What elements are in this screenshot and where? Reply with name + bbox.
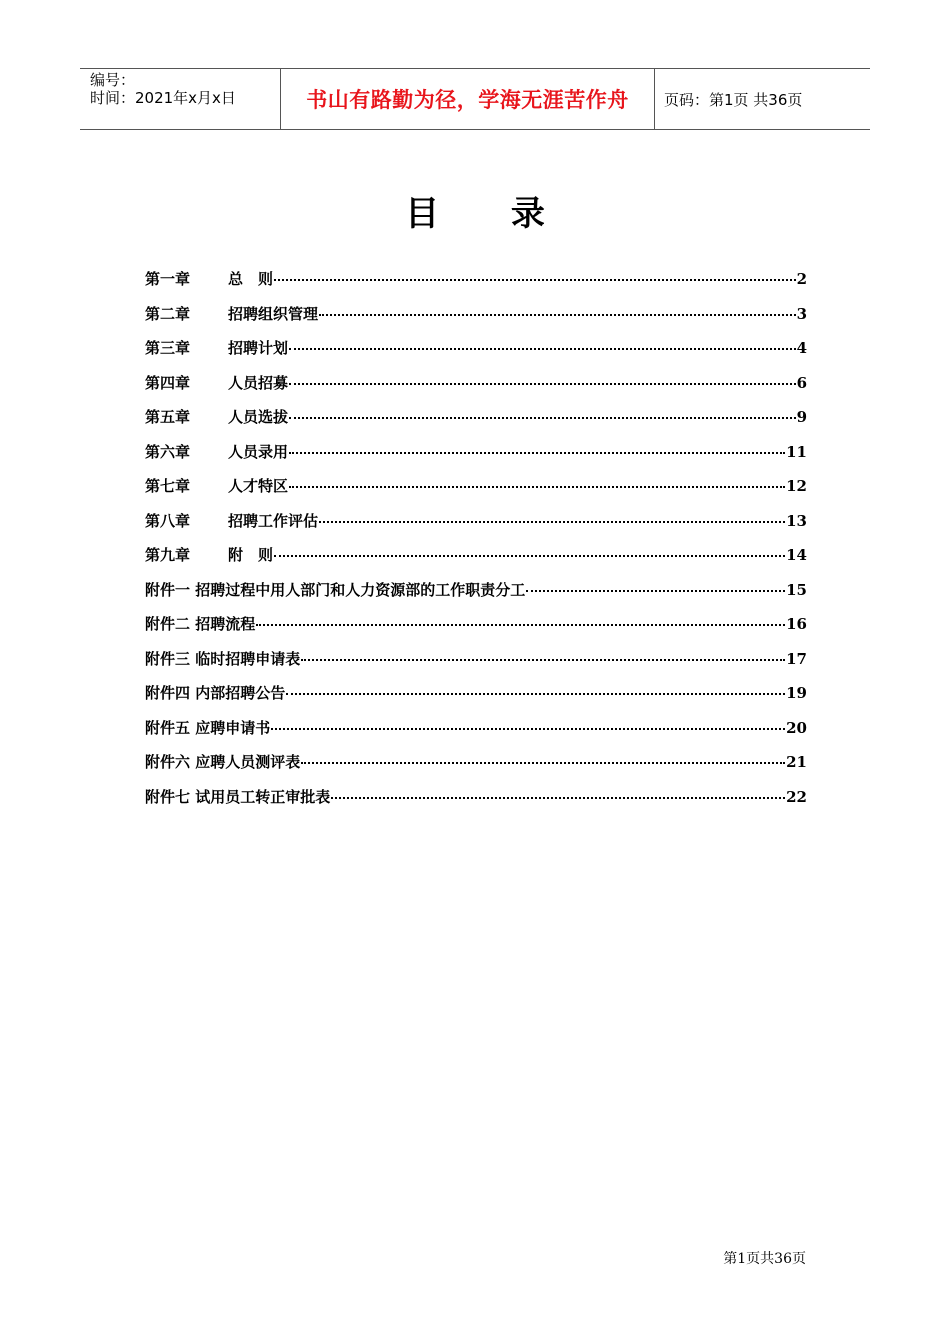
toc-page-number: 21 [786, 753, 807, 771]
toc-entry-title: 附件二 招聘流程 [145, 615, 256, 633]
toc-page-number: 13 [786, 511, 807, 530]
toc-entry[interactable] [145, 406, 807, 441]
toc-entry[interactable] [145, 613, 807, 648]
toc-page-number: 22 [786, 787, 807, 806]
toc-chapter-number: 第七章 [145, 477, 191, 495]
toc-leader-dots [319, 313, 796, 316]
toc-entry-title: 附件五 应聘申请书 [145, 718, 271, 737]
toc-chapter-number: 第一章 [145, 270, 191, 288]
toc-entry[interactable] [145, 579, 807, 614]
toc-entry-title: 附件七 试用员工转正审批表 [145, 787, 331, 806]
toc-entry-title: 附件四 内部招聘公告 [145, 684, 286, 702]
toc-entry[interactable] [145, 337, 807, 372]
toc-page-number: 20 [786, 718, 807, 737]
toc-entry[interactable] [145, 510, 807, 545]
toc-page-number: 3 [796, 304, 807, 323]
toc-entry[interactable] [145, 544, 807, 579]
toc-entry[interactable] [145, 475, 807, 510]
toc-leader-dots [319, 520, 785, 523]
toc-page-number: 19 [786, 684, 807, 702]
toc-page-number: 2 [796, 270, 807, 288]
toc-page-number: 4 [796, 339, 807, 357]
header-meta [80, 69, 281, 129]
toc-leader-dots [301, 761, 785, 764]
table-of-contents [145, 268, 807, 820]
toc-page-number: 6 [796, 373, 807, 392]
toc-leader-dots [289, 485, 785, 488]
toc-leader-dots [271, 727, 785, 730]
toc-chapter-number: 第五章 [145, 408, 191, 426]
toc-entry-title: 附件一 招聘过程中用人部门和人力资源部的工作职责分工 [145, 580, 526, 599]
toc-page-number: 15 [786, 580, 807, 599]
toc-entry[interactable] [145, 303, 807, 338]
toc-page-number: 11 [786, 442, 807, 461]
toc-entry[interactable] [145, 648, 807, 683]
toc-entry-title: 招聘组织管理 [228, 304, 319, 323]
toc-entry[interactable] [145, 682, 807, 717]
page-title: 目 录 [405, 194, 575, 234]
toc-page-number: 17 [786, 649, 807, 668]
toc-leader-dots [289, 382, 796, 385]
toc-leader-dots [256, 623, 785, 626]
toc-entry[interactable] [145, 786, 807, 821]
toc-chapter-number: 第九章 [145, 546, 191, 564]
toc-leader-dots [289, 347, 796, 350]
toc-page-number: 16 [786, 615, 807, 633]
toc-page-number: 12 [786, 477, 807, 495]
toc-leader-dots [301, 658, 785, 661]
toc-leader-dots [274, 554, 785, 557]
toc-entry-title: 附件三 临时招聘申请表 [145, 649, 301, 668]
toc-chapter-number: 第八章 [145, 511, 191, 530]
toc-leader-dots [286, 692, 785, 695]
toc-chapter-number: 第四章 [145, 373, 191, 392]
toc-entry-title: 附 则 [228, 546, 274, 564]
toc-entry-title: 人员选拔 [228, 408, 289, 426]
toc-entry[interactable] [145, 717, 807, 752]
toc-page-number: 9 [796, 408, 807, 426]
toc-leader-dots [289, 451, 785, 454]
toc-entry[interactable] [145, 751, 807, 786]
toc-leader-dots [289, 416, 796, 419]
toc-entry[interactable] [145, 372, 807, 407]
toc-entry-title: 招聘计划 [228, 339, 289, 357]
number-label: 编号： [90, 71, 136, 89]
page-footer: 第1页共36页 [723, 1251, 806, 1267]
time-label: 时间：2021年x月x日 [90, 89, 236, 107]
toc-entry[interactable] [145, 441, 807, 476]
toc-chapter-number: 第二章 [145, 304, 191, 323]
toc-leader-dots [331, 796, 785, 799]
toc-entry-title: 人员招募 [228, 373, 289, 392]
toc-entry-title: 总 则 [228, 270, 274, 288]
toc-chapter-number: 第三章 [145, 339, 191, 357]
toc-chapter-number: 第六章 [145, 442, 191, 461]
page-header [80, 68, 870, 130]
toc-page-number: 14 [786, 546, 807, 564]
toc-entry[interactable] [145, 268, 807, 303]
toc-entry-title: 附件六 应聘人员测评表 [145, 753, 301, 771]
toc-leader-dots [274, 278, 796, 281]
header-page-info: 页码：第1页 共36页 [664, 90, 803, 109]
toc-entry-title: 招聘工作评估 [228, 511, 319, 530]
header-motto: 书山有路勤为径，学海无涯苦作舟 [281, 69, 655, 129]
toc-entry-title: 人员录用 [228, 442, 289, 461]
toc-entry-title: 人才特区 [228, 477, 289, 495]
toc-leader-dots [526, 589, 785, 592]
